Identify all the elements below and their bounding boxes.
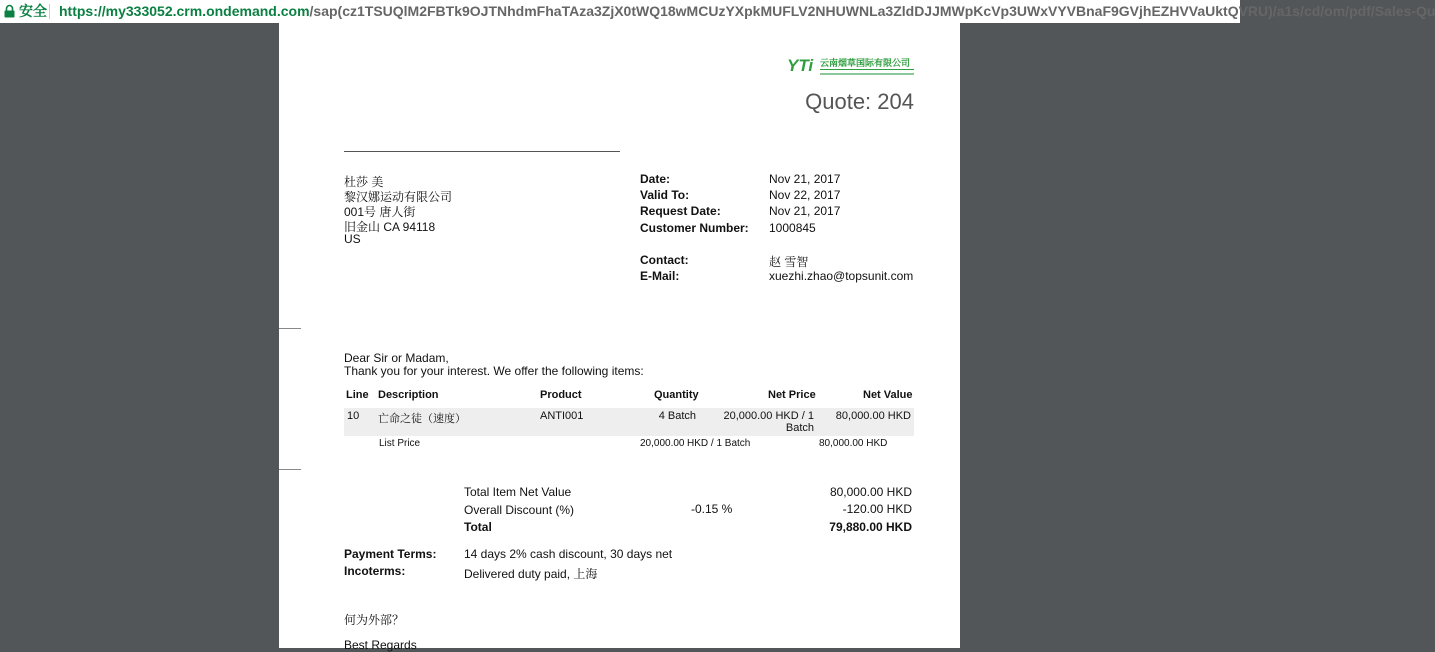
list-price-value: 80,000.00 HKD <box>819 438 888 449</box>
row-description: 亡命之徒（速度） <box>378 413 466 425</box>
email-value: xuezhi.zhao@topsunit.com <box>769 269 914 283</box>
logo-brand: YTi <box>787 56 814 75</box>
divider <box>49 4 50 19</box>
list-price-label: List Price <box>379 438 421 449</box>
request-date-label: Request Date: <box>640 204 721 218</box>
contact-value: 赵 雪智 <box>769 255 809 269</box>
payment-terms-value: 14 days 2% cash discount, 30 days net <box>464 547 673 561</box>
closing-text: Best Regards <box>344 638 417 652</box>
date-label: Date: <box>640 172 671 186</box>
list-price-unit: HKD / 1 Batch <box>687 438 751 449</box>
logo-mark <box>787 55 915 79</box>
row-net-price-unit: Batch <box>785 422 814 434</box>
valid-to-label: Valid To: <box>640 188 690 202</box>
total-item-net-value-label: Total Item Net Value <box>464 485 572 499</box>
total-item-net-value: 80,000.00 HKD <box>829 485 912 499</box>
incoterms-value: Delivered duty paid, 上海 <box>464 567 598 581</box>
quote-title: Quote: 204 <box>805 89 914 114</box>
header-description: Description <box>378 389 439 401</box>
lock-icon <box>4 5 15 18</box>
payment-terms-label: Payment Terms: <box>344 547 437 561</box>
row-net-value: 80,000.00 HKD <box>835 410 911 422</box>
url-host: https://my333052.crm.ondemand.com <box>59 3 310 19</box>
row-product: ANTI001 <box>540 410 584 422</box>
header-line: Line <box>346 389 369 401</box>
email-label: E-Mail: <box>640 269 680 283</box>
table-header <box>344 386 914 409</box>
row-line: 10 <box>347 410 360 422</box>
header-product: Product <box>540 389 582 401</box>
header-net-value: Net Value <box>863 389 913 401</box>
customer-name: 杜莎 美 <box>344 175 384 189</box>
header-net-price: Net Price <box>768 389 816 401</box>
request-date-value: Nov 21, 2017 <box>769 204 841 218</box>
intro-text: Thank you for your interest. We offer the following items: <box>344 364 644 378</box>
address-bar[interactable] <box>0 0 1435 23</box>
customer-street: 001号 唐人街 <box>344 205 416 219</box>
customer-number-label: Customer Number: <box>640 221 749 235</box>
url-text[interactable] <box>59 0 1435 23</box>
list-price-amount: 20,000.00 <box>640 438 685 449</box>
header-quantity: Quantity <box>654 389 699 401</box>
overall-discount-value: -120.00 HKD <box>842 502 912 516</box>
fold-mark <box>279 328 301 329</box>
customer-company: 黎汉娜运动有限公司 <box>344 190 453 204</box>
total-value: 79,880.00 HKD <box>829 520 912 534</box>
question-text: 何为外部？ <box>344 613 405 627</box>
date-value: Nov 21, 2017 <box>769 172 841 186</box>
fold-mark <box>279 469 301 470</box>
secure-label: 安全 <box>19 3 47 19</box>
valid-to-value: Nov 22, 2017 <box>769 188 841 202</box>
customer-city: 旧金山 CA 94118 <box>344 220 436 234</box>
pdf-page <box>279 23 960 652</box>
salutation: Dear Sir or Madam, <box>344 351 449 365</box>
url-path: /sap(cz1TSUQlM2FBTk9OJTNhdmFhaTAza3ZjX0tWQ18wMCUzYXpkMUFLV2NHUWNLa3ZldDJJMWpKcVp3UWxVYVBnaF9GVjhEZHVVaUktQVRU)/a1s/cd/om/pdf/Sales-Qu <box>309 3 1435 19</box>
divider-line <box>344 151 620 152</box>
customer-country: US <box>344 232 361 246</box>
contact-label: Contact: <box>640 253 689 267</box>
total-label: Total <box>464 520 492 534</box>
overall-discount-percent: -0.15 % <box>691 502 733 516</box>
logo-company: 云南烟草国际有限公司 <box>820 59 911 69</box>
table-row <box>344 408 914 436</box>
overall-discount-label: Overall Discount (%) <box>464 503 575 517</box>
customer-number-value: 1000845 <box>769 221 816 235</box>
incoterms-label: Incoterms: <box>344 564 406 578</box>
company-logo <box>787 55 915 79</box>
row-quantity: 4 Batch <box>658 410 696 422</box>
row-net-price: 20,000.00 HKD / 1 <box>723 410 814 422</box>
